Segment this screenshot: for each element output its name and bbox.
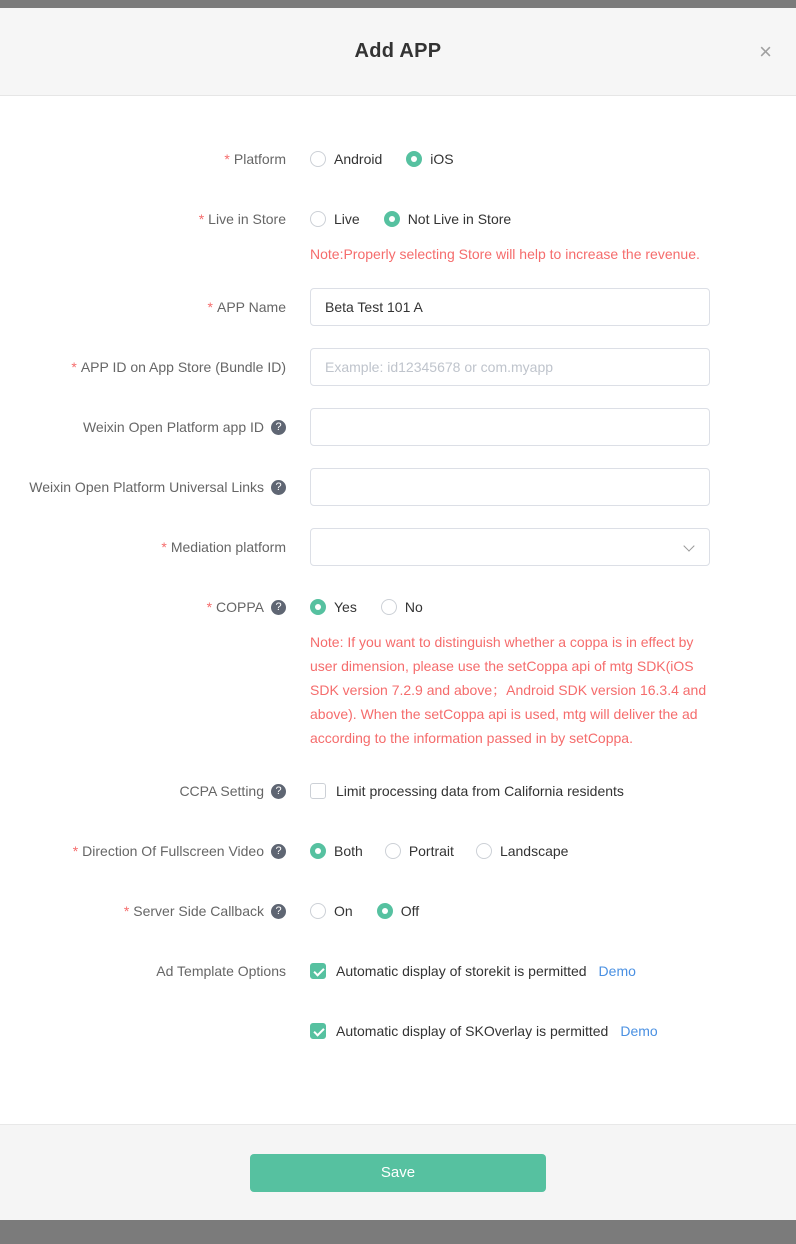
radio-label: Off	[400, 903, 420, 919]
radio-off[interactable]	[377, 903, 419, 919]
mediation-control	[310, 528, 740, 566]
direction-control	[310, 832, 740, 870]
form-row-live-in-store	[0, 200, 796, 266]
app-id-input[interactable]	[310, 348, 710, 386]
radio-both[interactable]	[310, 843, 363, 859]
modal-body	[0, 96, 796, 1124]
radio-icon	[377, 903, 393, 919]
radio-label: Portrait	[408, 843, 454, 859]
mediation-select[interactable]	[310, 528, 710, 566]
form-row-weixin-app-id	[0, 408, 796, 446]
weixin-app-id-input[interactable]	[310, 408, 710, 446]
radio-icon	[310, 843, 326, 859]
radio-ios[interactable]	[406, 151, 453, 167]
coppa-note: Note: If you want to distinguish whether a coppa is in effect by user dimension, please use the setCoppa api of mtg SDK(iOS SDK version 7.2.9 and above；Android SDK version 16.3.4 and above). When the setCoppa api is used, mtg will deliver the ad according to the information passed in by setCoppa.	[310, 634, 707, 746]
server-callback-radio-group	[310, 892, 740, 930]
help-icon[interactable]: ?	[271, 600, 286, 615]
radio-label: iOS	[430, 151, 454, 167]
required-asterisk: *	[71, 359, 77, 375]
ad-template-skoverlay-control	[310, 1012, 740, 1050]
form-row-weixin-links	[0, 468, 796, 506]
form-row-app-name	[0, 288, 796, 326]
radio-label: Both	[334, 843, 363, 859]
radio-label: No	[404, 599, 423, 615]
weixin-links-field-label	[0, 468, 310, 506]
radio-coppa-yes[interactable]	[310, 599, 357, 615]
radio-coppa-no[interactable]	[381, 599, 423, 615]
form-row-coppa	[0, 588, 796, 750]
ccpa-checkbox[interactable]	[310, 783, 624, 799]
form-row-ccpa	[0, 772, 796, 810]
chevron-down-icon	[683, 540, 694, 551]
modal-header	[0, 8, 796, 96]
required-asterisk: *	[207, 299, 213, 315]
radio-icon	[406, 151, 422, 167]
radio-icon	[310, 903, 326, 919]
radio-not-live-in-store[interactable]	[384, 211, 512, 227]
coppa-control	[310, 588, 740, 750]
ccpa-control	[310, 772, 740, 810]
required-asterisk: *	[123, 903, 130, 919]
help-icon[interactable]: ?	[271, 904, 286, 919]
radio-label: Android	[334, 151, 383, 167]
skoverlay-demo-link[interactable]: Demo	[620, 1023, 658, 1039]
close-icon[interactable]: ×	[759, 38, 772, 64]
radio-icon	[381, 599, 397, 615]
weixin-app-id-label: Weixin Open Platform app ID	[82, 419, 264, 435]
radio-label: Yes	[334, 599, 357, 615]
weixin-links-input[interactable]	[310, 468, 710, 506]
radio-label: Not Live in Store	[407, 211, 512, 227]
checkbox-icon	[310, 1023, 326, 1039]
live-in-store-field-label	[0, 200, 310, 238]
radio-live[interactable]	[310, 211, 360, 227]
help-icon[interactable]: ?	[271, 844, 286, 859]
app-id-label: APP ID on App Store (Bundle ID)	[80, 359, 286, 375]
live-in-store-note: Note:Properly selecting Store will help to increase the revenue.	[310, 246, 700, 262]
help-icon[interactable]: ?	[271, 784, 286, 799]
radio-icon	[476, 843, 492, 859]
modal-title: Add APP	[354, 40, 442, 62]
platform-field-label	[0, 140, 310, 178]
direction-label: Direction Of Fullscreen Video	[82, 843, 264, 859]
coppa-radio-group	[310, 588, 740, 626]
add-app-modal	[0, 8, 796, 1220]
form-row-platform	[0, 140, 796, 178]
checkbox-label: Automatic display of storekit is permitted	[336, 963, 587, 979]
app-id-control	[310, 348, 740, 386]
form-row-direction	[0, 832, 796, 870]
app-name-control	[310, 288, 740, 326]
help-icon[interactable]: ?	[271, 480, 286, 495]
storekit-checkbox[interactable]	[310, 963, 587, 979]
ad-template-field-label	[0, 952, 310, 990]
form-row-app-id	[0, 348, 796, 386]
required-asterisk: *	[161, 539, 167, 555]
radio-portrait[interactable]	[385, 843, 454, 859]
skoverlay-checkbox[interactable]	[310, 1023, 608, 1039]
modal-footer	[0, 1124, 796, 1220]
required-asterisk: *	[224, 151, 230, 167]
required-asterisk: *	[198, 211, 205, 227]
ad-template-empty-label	[0, 1012, 310, 1050]
server-callback-label: Server Side Callback	[133, 903, 264, 919]
required-asterisk: *	[206, 599, 213, 615]
radio-icon	[310, 151, 326, 167]
storekit-demo-link[interactable]: Demo	[598, 963, 636, 979]
radio-icon	[310, 599, 326, 615]
help-icon[interactable]: ?	[271, 420, 286, 435]
live-in-store-control	[310, 200, 740, 266]
ad-template-label: Ad Template Options	[156, 963, 286, 979]
mediation-label: Mediation platform	[170, 539, 286, 555]
server-callback-field-label	[0, 892, 310, 930]
required-asterisk: *	[72, 843, 79, 859]
direction-radio-group	[310, 832, 740, 870]
app-name-input[interactable]	[310, 288, 710, 326]
form-row-ad-template-storekit	[0, 952, 796, 990]
coppa-field-label	[0, 588, 310, 626]
platform-control	[310, 140, 740, 178]
form-row-ad-template-skoverlay	[0, 1012, 796, 1050]
weixin-app-id-control	[310, 408, 740, 446]
platform-label: Platform	[233, 151, 286, 167]
live-in-store-radio-group	[310, 200, 740, 238]
coppa-label: COPPA	[216, 599, 264, 615]
radio-label: Live	[334, 211, 360, 227]
checkbox-icon	[310, 963, 326, 979]
ccpa-field-label	[0, 772, 310, 810]
live-in-store-label: Live in Store	[208, 211, 286, 227]
radio-icon	[384, 211, 400, 227]
ccpa-label: CCPA Setting	[179, 783, 264, 799]
radio-icon	[385, 843, 401, 859]
form-row-server-callback	[0, 892, 796, 930]
ad-template-storekit-control	[310, 952, 740, 990]
radio-landscape[interactable]	[476, 843, 569, 859]
app-id-field-label	[0, 348, 310, 386]
mediation-field-label	[0, 528, 310, 566]
radio-android[interactable]	[310, 151, 382, 167]
checkbox-label: Limit processing data from California residents	[336, 783, 624, 799]
platform-radio-group	[310, 140, 740, 178]
form-row-mediation	[0, 528, 796, 566]
weixin-links-control	[310, 468, 740, 506]
radio-icon	[310, 211, 326, 227]
server-callback-control	[310, 892, 740, 930]
app-name-field-label	[0, 288, 310, 326]
checkbox-label: Automatic display of SKOverlay is permitted	[336, 1023, 609, 1039]
weixin-links-label: Weixin Open Platform Universal Links	[29, 479, 264, 495]
app-name-label: APP Name	[217, 299, 286, 315]
radio-on[interactable]	[310, 903, 353, 919]
direction-field-label	[0, 832, 310, 870]
weixin-app-id-field-label	[0, 408, 310, 446]
radio-label: On	[334, 903, 353, 919]
checkbox-icon	[310, 783, 326, 799]
radio-label: Landscape	[499, 843, 569, 859]
save-button[interactable]: Save	[250, 1154, 546, 1192]
